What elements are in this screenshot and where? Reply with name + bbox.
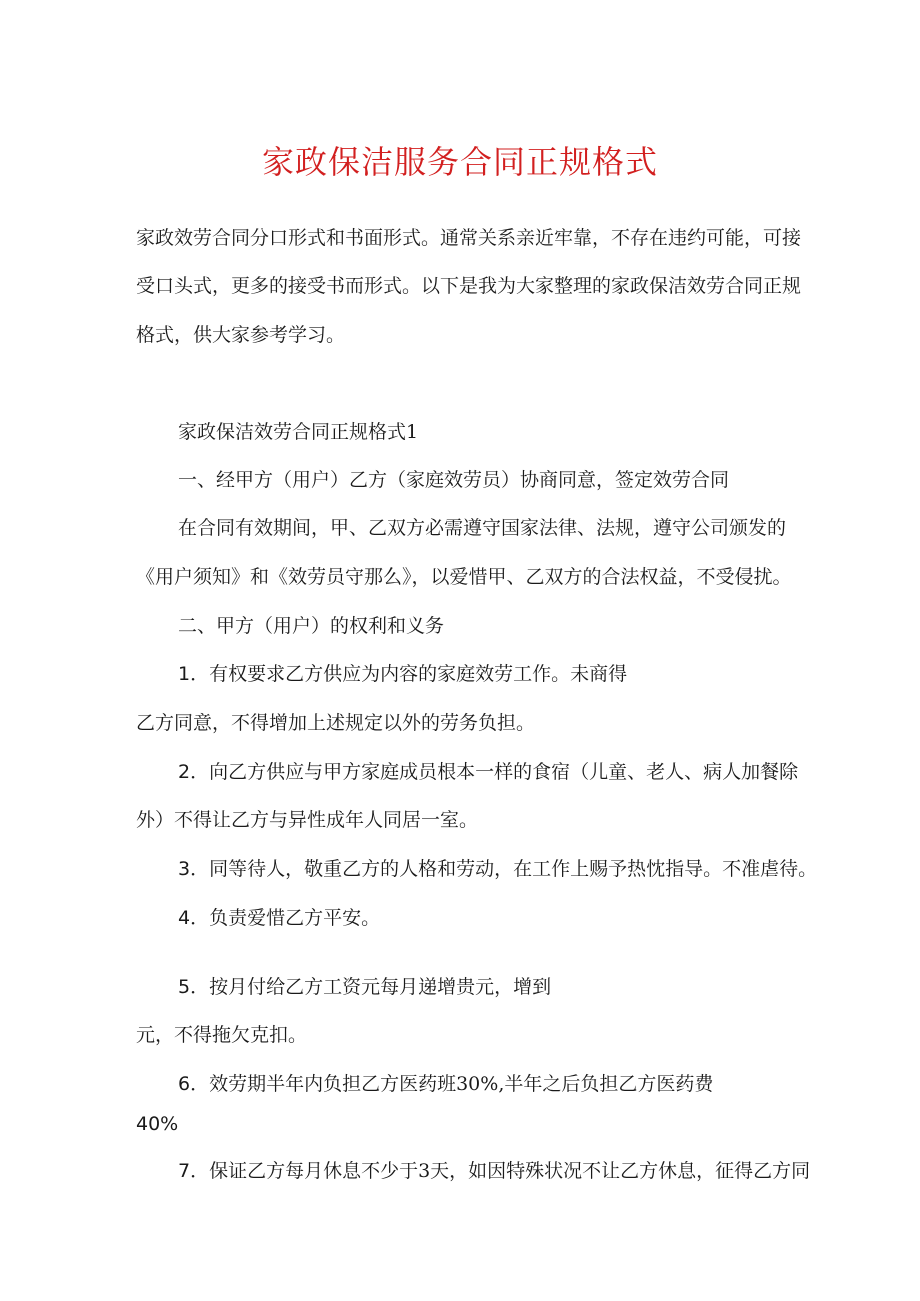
section-heading: 家政保洁效劳合同正规格式1 [178,421,419,443]
item-text: ．负责爱惜乙方平安。 [190,907,381,929]
intro-line: 家政效劳合同分口形式和书面形式。通常关系亲近牢靠，不存在违约可能，可接 [136,227,802,249]
list-item [178,904,380,932]
item-number: 3 [178,858,191,880]
item-text: ．有权要求乙方供应为内容的家庭效劳工作。未商得 [190,663,628,685]
clause-one-body-line: 在合同有效期间，甲、乙双方必需遵守国家法律、法规，遵守公司颁发的 [178,517,787,539]
item-number: 6 [178,1073,191,1095]
clause-two-heading: 二、甲方（用户）的权利和义务 [178,615,445,637]
item-text: ．同等待人，敬重乙方的人格和劳动，在工作上赐予热忱指导。不准虐待。 [190,858,818,880]
item-continuation: 40% [136,1113,179,1135]
clause-one-body-line: 《用户须知》和《效劳员守那么》，以爱惜甲、乙双方的合法权益，不受侵扰。 [136,566,792,588]
item-number: 5 [178,976,191,998]
intro-line: 格式，供大家参考学习。 [136,324,346,346]
intro-line: 受口头式，更多的接受书而形式。以下是我为大家整理的家政保洁效劳合同正规 [136,275,802,297]
list-item [178,758,798,786]
item-text: ．按月付给乙方工资元每月递增贵元，增到 [190,976,552,998]
list-item [178,973,551,1001]
list-item [178,855,817,883]
item-text: ．保证乙方每月休息不少于3天，如因特殊状况不让乙方休息，征得乙方同 [190,1160,811,1182]
item-number: 1 [178,663,191,685]
item-continuation: 乙方同意，不得增加上述规定以外的劳务负担。 [136,712,536,734]
item-continuation: 外）不得让乙方与异性成年人同居一室。 [136,809,479,831]
item-number: 4 [178,907,191,929]
item-number: 7 [178,1160,191,1182]
list-item [178,660,627,688]
item-text: ．效劳期半年内负担乙方医药班30%,半年之后负担乙方医药费 [190,1073,714,1095]
document-title: 家政保洁服务合同正规格式 [261,143,658,181]
list-item [178,1157,810,1185]
item-text: ．向乙方供应与甲方家庭成员根本一样的食宿（儿童、老人、病人加餐除 [190,761,799,783]
clause-one-heading: 一、经甲方（用户）乙方（家庭效劳员）协商同意，签定效劳合同 [178,469,730,491]
item-continuation: 元，不得拖欠克扣。 [136,1024,308,1046]
list-item [178,1070,713,1098]
item-number: 2 [178,761,191,783]
